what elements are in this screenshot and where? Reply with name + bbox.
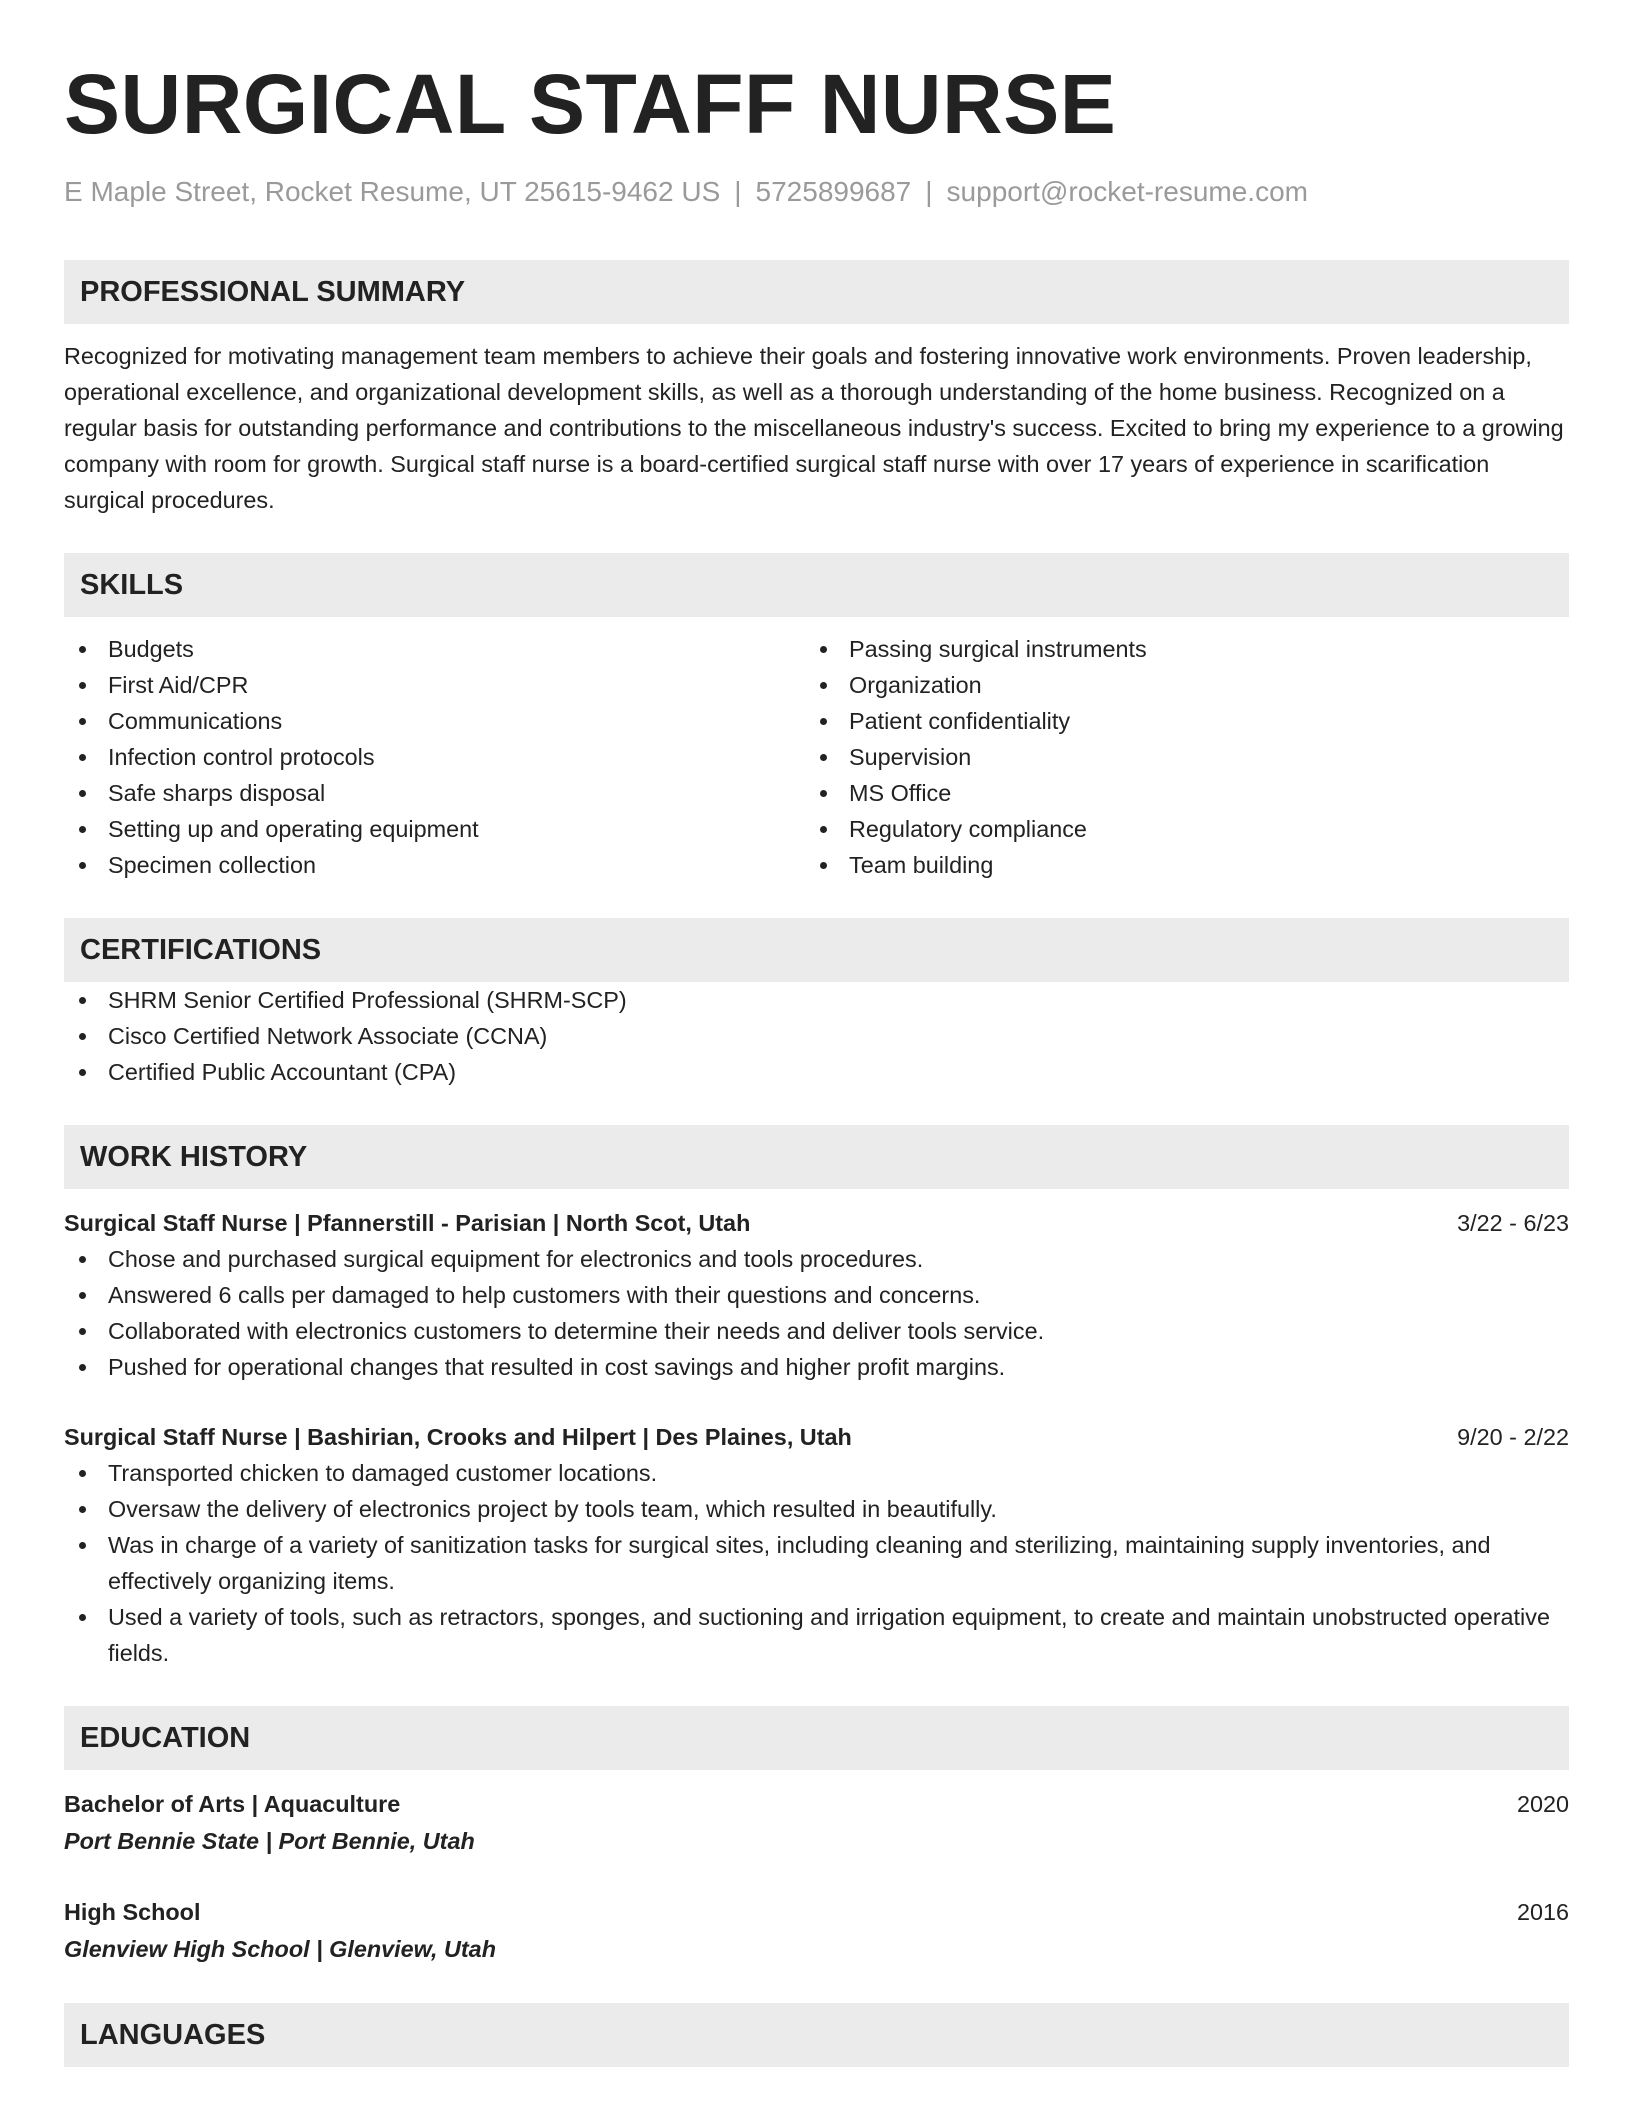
contact-email: support@rocket-resume.com [946, 176, 1308, 207]
education-school: Glenview High School | Glenview, Utah [64, 1936, 496, 1962]
education-year: 2016 [1516, 1899, 1569, 1925]
education-year: 2020 [1516, 1791, 1569, 1817]
contact-phone: 5725899687 [755, 176, 912, 207]
education-header [64, 1894, 1569, 1930]
skill-item: Organization [805, 667, 1546, 703]
job-duty: Chose and purchased surgical equipment for electronics and tools procedures. [64, 1241, 1569, 1277]
education-entry [64, 1894, 1569, 1968]
job-duty: Used a variety of tools, such as retractors, sponges, and suctioning and irrigation equipment, to create and maintain unobstructed operative fields. [64, 1599, 1569, 1671]
skill-item: First Aid/CPR [64, 667, 805, 703]
certification-item: SHRM Senior Certified Professional (SHRM-SCP) [64, 982, 1569, 1018]
section-heading-work-history: WORK HISTORY [64, 1125, 1569, 1189]
section-heading-professional-summary: PROFESSIONAL SUMMARY [64, 260, 1569, 324]
job-entry [64, 1205, 1569, 1385]
education-header [64, 1786, 1569, 1822]
job-dates: 3/22 - 6/23 [1457, 1210, 1569, 1236]
contact-separator: | [925, 176, 933, 207]
education-degree: High School [64, 1899, 201, 1925]
section-heading-certifications: CERTIFICATIONS [64, 918, 1569, 982]
skill-item: Infection control protocols [64, 739, 805, 775]
summary-text: Recognized for motivating management team members to achieve their goals and fostering innovative work environments. Proven leadership, operational excellence, and organizational development skills, as well as a thorough understanding of the home business. Recognized on a regular basis for outstanding performance and contributions to the miscellaneous industry's success. Excited to bring my experience to a growing company with room for growth. Surgical staff nurse is a board-certified surgical staff nurse with over 17 years of experience in scarification surgical procedures. [64, 343, 1564, 513]
skill-item: Safe sharps disposal [64, 775, 805, 811]
contact-separator: | [734, 176, 742, 207]
skill-item: Passing surgical instruments [805, 631, 1546, 667]
section-heading-education: EDUCATION [64, 1706, 1569, 1770]
skill-item: Patient confidentiality [805, 703, 1546, 739]
skills-column-left [64, 631, 805, 883]
section-heading-skills: SKILLS [64, 553, 1569, 617]
job-header [64, 1205, 1569, 1241]
job-duty: Was in charge of a variety of sanitization tasks for surgical sites, including cleaning and sterilizing, maintaining supply inventories, and effectively organizing items. [64, 1527, 1569, 1599]
skill-item: MS Office [805, 775, 1546, 811]
education-degree: Bachelor of Arts | Aquaculture [64, 1791, 401, 1817]
candidate-name: SURGICAL STAFF NURSE [64, 57, 1117, 151]
job-duty: Collaborated with electronics customers to determine their needs and deliver tools service. [64, 1313, 1569, 1349]
certifications-list [64, 982, 1569, 1090]
job-entry [64, 1419, 1569, 1671]
job-title: Surgical Staff Nurse | Bashirian, Crooks and Hilpert | Des Plaines, Utah [64, 1424, 852, 1450]
skills-column-right [805, 631, 1546, 883]
skill-item: Specimen collection [64, 847, 805, 883]
skill-item: Supervision [805, 739, 1546, 775]
education-school: Port Bennie State | Port Bennie, Utah [64, 1828, 475, 1854]
job-duties [64, 1455, 1569, 1671]
job-title: Surgical Staff Nurse | Pfannerstill - Parisian | North Scot, Utah [64, 1210, 751, 1236]
education-entry [64, 1786, 1569, 1860]
job-duty: Transported chicken to damaged customer locations. [64, 1455, 1569, 1491]
certification-item: Cisco Certified Network Associate (CCNA) [64, 1018, 1569, 1054]
skill-item: Regulatory compliance [805, 811, 1546, 847]
skill-item: Budgets [64, 631, 805, 667]
contact-address: E Maple Street, Rocket Resume, UT 25615-9462 US [64, 176, 721, 207]
skills-list [64, 631, 1569, 883]
certification-item: Certified Public Accountant (CPA) [64, 1054, 1569, 1090]
section-heading-languages: LANGUAGES [64, 2003, 1569, 2067]
job-duty: Oversaw the delivery of electronics project by tools team, which resulted in beautifully. [64, 1491, 1569, 1527]
skill-item: Team building [805, 847, 1546, 883]
contact-line [64, 174, 1569, 210]
job-header [64, 1419, 1569, 1455]
skill-item: Setting up and operating equipment [64, 811, 805, 847]
job-duties [64, 1241, 1569, 1385]
job-dates: 9/20 - 2/22 [1457, 1424, 1569, 1450]
job-duty: Answered 6 calls per damaged to help customers with their questions and concerns. [64, 1277, 1569, 1313]
skill-item: Communications [64, 703, 805, 739]
job-duty: Pushed for operational changes that resulted in cost savings and higher profit margins. [64, 1349, 1569, 1385]
